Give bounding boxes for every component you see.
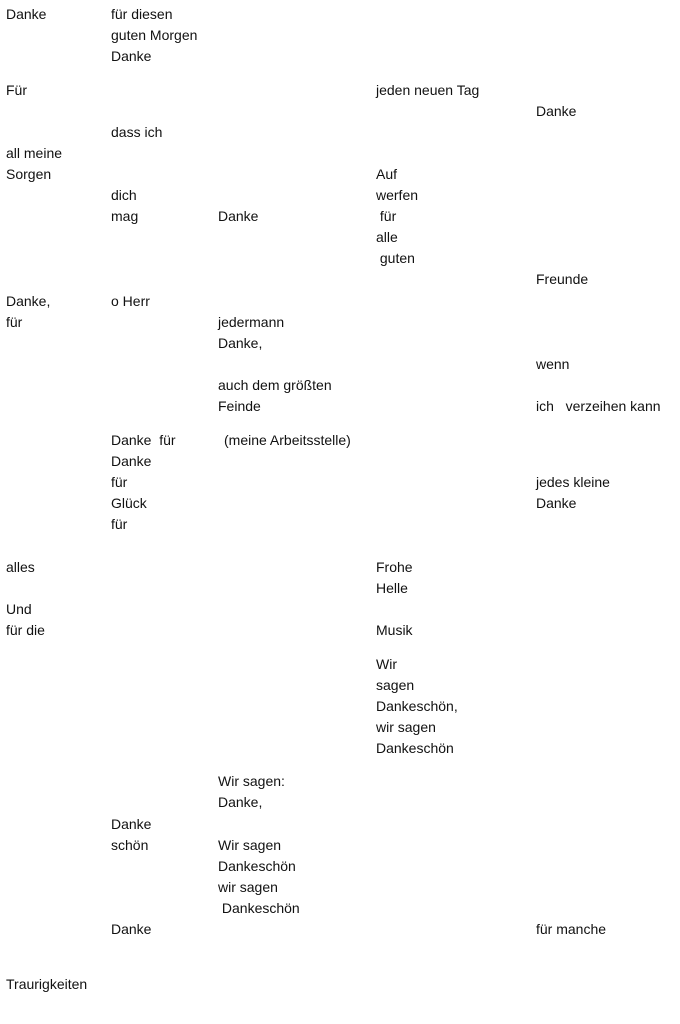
- poem-line: dich: [111, 187, 137, 203]
- poem-line: Danke: [536, 103, 577, 119]
- poem-line: für manche: [536, 921, 607, 937]
- poem-line: für: [111, 474, 128, 490]
- poem-line: für: [6, 314, 23, 330]
- poem-line: Danke für: [111, 432, 176, 448]
- poem-line: Freunde: [536, 271, 589, 287]
- poem-line: sagen: [376, 677, 415, 693]
- poem-line: Frohe: [376, 559, 413, 575]
- poem-line: Danke: [218, 208, 259, 224]
- poem-line: o Herr: [111, 293, 150, 309]
- poem-line: guten: [376, 250, 415, 266]
- poem-line: Musik: [376, 622, 413, 638]
- poem-line: dass ich: [111, 124, 163, 140]
- poem-line: (meine Arbeitsstelle): [224, 432, 351, 448]
- poem-line: all meine: [6, 145, 63, 161]
- poem-line: Traurigkeiten: [6, 976, 88, 992]
- poem-line: Danke,: [218, 335, 263, 351]
- poem-line: auch dem größten: [218, 377, 332, 393]
- poem-line: ich verzeihen kann: [536, 398, 661, 414]
- poem-line: Auf: [376, 166, 398, 182]
- poem-line: Wir: [376, 656, 397, 672]
- poem-line: wir sagen: [376, 719, 436, 735]
- poem-line: Für: [6, 82, 27, 98]
- poem-line: für diesen: [111, 6, 173, 22]
- poem-line: Feinde: [218, 398, 261, 414]
- poem-line: Und: [6, 601, 32, 617]
- poem-line: für: [111, 516, 128, 532]
- poem-line: Wir sagen: [218, 837, 282, 853]
- poem-line: mag: [111, 208, 139, 224]
- poem-line: Dankeschön: [218, 858, 296, 874]
- poem-line: Dankeschön: [218, 900, 300, 916]
- poem-line: Dankeschön,: [376, 698, 458, 714]
- poem-line: schön: [111, 837, 149, 853]
- poem-line: Danke,: [6, 293, 51, 309]
- poem-line: Danke: [111, 453, 152, 469]
- poem-line: für die: [6, 622, 45, 638]
- poem-line: alles: [6, 559, 35, 575]
- poem-line: wenn: [536, 356, 570, 372]
- poem-line: Danke: [111, 816, 152, 832]
- poem-line: Danke: [111, 48, 152, 64]
- poem-line: jedermann: [218, 314, 285, 330]
- poem-line: für: [376, 208, 397, 224]
- poem-line: Danke: [536, 495, 577, 511]
- poem-line: alle: [376, 229, 398, 245]
- poem-line: Sorgen: [6, 166, 52, 182]
- poem-line: Glück: [111, 495, 147, 511]
- poem-line: guten Morgen: [111, 27, 198, 43]
- poem-line: werfen: [376, 187, 419, 203]
- poem-line: jedes kleine: [536, 474, 610, 490]
- poem-line: Danke: [111, 921, 152, 937]
- poem-line: Danke,: [218, 794, 263, 810]
- poem-line: Helle: [376, 580, 408, 596]
- poem-line: Danke: [6, 6, 47, 22]
- poem-line: Wir sagen:: [218, 773, 285, 789]
- poem-line: jeden neuen Tag: [376, 82, 480, 98]
- poem-line: Dankeschön: [376, 740, 454, 756]
- poem-line: wir sagen: [218, 879, 278, 895]
